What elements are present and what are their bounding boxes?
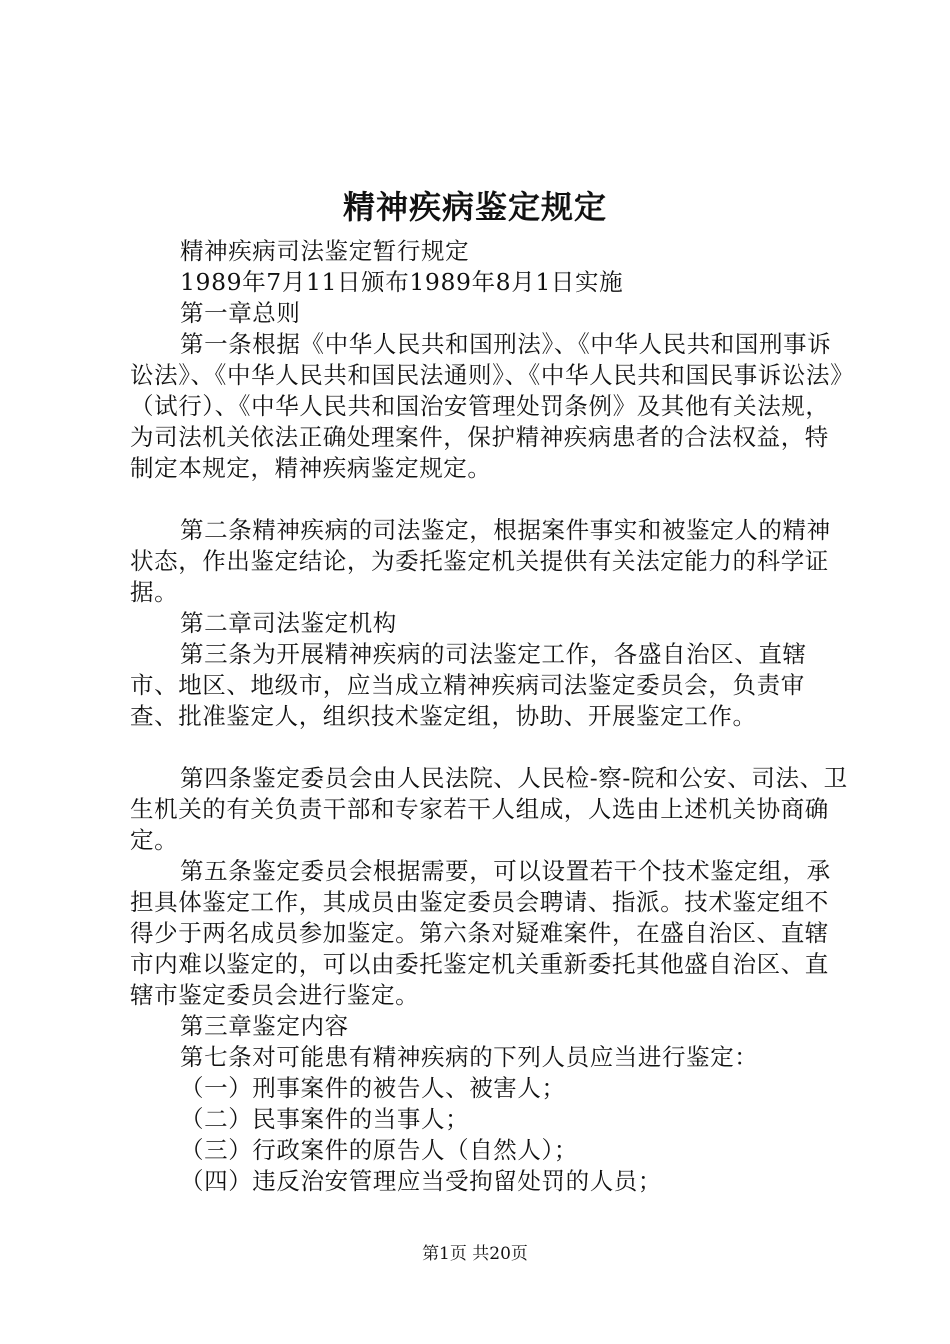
article-2: 第二条精神疾病的司法鉴定，根据案件事实和被鉴定人的精神状态，作出鉴定结论，为委托鉴定机关提供有关法定能力的科学证据。	[130, 516, 831, 606]
list-item: （一）刑事案件的被告人、被害人；	[180, 1074, 566, 1102]
chapter-3-heading: 第三章鉴定内容	[180, 1012, 349, 1040]
article-1: 第一条根据《中华人民共和国刑法》、《中华人民共和国刑事诉讼法》、《中华人民共和国民法通则》、《中华人民共和国民事诉讼法》（试行）、《中华人民共和国治安管理处罚条例》及其他有关法规，为司法机关依法正确处理案件，保护精神疾病患者的合法权益，特制定本规定，精神疾病鉴定规定。	[130, 330, 843, 482]
chapter-1-heading: 第一章总则	[180, 299, 301, 327]
list-item: （三）行政案件的原告人（自然人）；	[180, 1136, 578, 1164]
subtitle-line: 精神疾病司法鉴定暂行规定	[180, 237, 470, 265]
document-body	[130, 236, 850, 1197]
article-4: 第四条鉴定委员会由人民法院、人民检-察-院和公安、司法、卫生机关的有关负责干部和专家若干人组成，人选由上述机关协商确定。	[130, 764, 848, 854]
chapter-2-heading: 第二章司法鉴定机构	[180, 609, 397, 637]
article-5: 第五条鉴定委员会根据需要，可以设置若干个技术鉴定组，承担具体鉴定工作，其成员由鉴定委员会聘请、指派。技术鉴定组不得少于两名成员参加鉴定。第六条对疑难案件，在盛自治区、直辖市内难以鉴定的，可以由委托鉴定机关重新委托其他盛自治区、直辖市鉴定委员会进行鉴定。	[130, 857, 831, 1009]
list-item: （四）违反治安管理应当受拘留处罚的人员；	[180, 1167, 662, 1195]
document-title: 精神疾病鉴定规定	[342, 188, 607, 226]
article-7: 第七条对可能患有精神疾病的下列人员应当进行鉴定：	[180, 1043, 759, 1071]
list-item: （二）民事案件的当事人；	[180, 1105, 470, 1133]
article-3: 第三条为开展精神疾病的司法鉴定工作，各盛自治区、直辖市、地区、地级市，应当成立精神疾病司法鉴定委员会，负责审查、批准鉴定人，组织技术鉴定组，协助、开展鉴定工作。	[130, 640, 807, 730]
page-footer: 第1页 共20页	[422, 1244, 528, 1264]
dates-line: 1989年7月11日颁布1989年8月1日实施	[180, 268, 624, 296]
